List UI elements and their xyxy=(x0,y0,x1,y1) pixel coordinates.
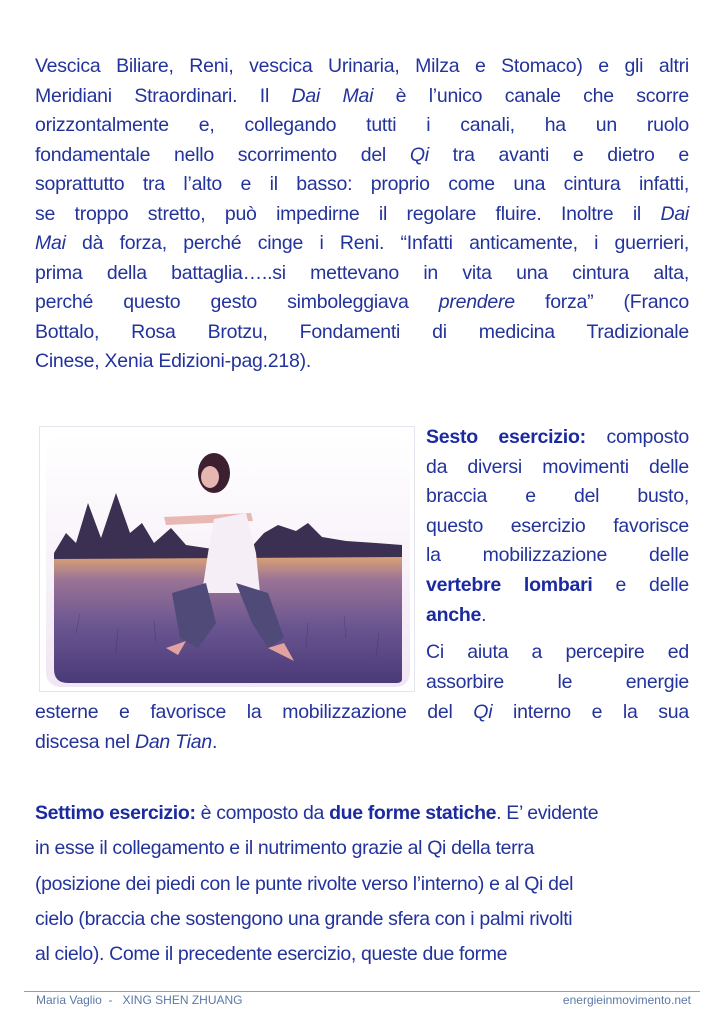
sesto-esercizio-paragraph xyxy=(426,423,689,630)
qigong-woman-photo-image xyxy=(46,433,410,687)
text-line: (posizione dei piedi con le punte rivolte verso l’interno) e al Qi del xyxy=(35,872,574,895)
text-line: Bottalo, Rosa Brotzu, Fondamenti di medicina Tradizionale xyxy=(35,320,689,343)
text-line: braccia e del busto, xyxy=(426,485,689,508)
text-line: Cinese, Xenia Edizioni-pag.218). xyxy=(35,350,312,372)
footer-author-title: Maria Vaglio - XING SHEN ZHUANG xyxy=(36,993,243,1007)
sesto-title: Sesto esercizio: xyxy=(426,426,586,448)
text-line: cielo (braccia che sostengono una grande sfera con i palmi rivolti xyxy=(35,907,573,930)
text-line: Ci aiuta a percepire ed xyxy=(426,641,689,663)
text-line: fondamentale nello scorrimento del Qi tra avanti e dietro e xyxy=(35,143,689,166)
exercise-photo xyxy=(39,426,415,692)
text-line: Sesto esercizio: composto xyxy=(426,426,689,448)
text-line: al cielo). Come il precedente esercizio, queste due forme xyxy=(35,943,508,966)
text-line: orizzontalmente e, collegando tutti i canali, ha un ruolo xyxy=(35,114,689,136)
text-line: se troppo stretto, può impedirne il regolare fluire. Inoltre il Dai xyxy=(35,202,689,225)
footer-divider xyxy=(24,991,700,992)
text-line: anche. xyxy=(426,603,487,626)
text-line: Mai dà forza, perché cinge i Reni. “Infatti anticamente, i guerrieri, xyxy=(35,232,689,254)
text-line: in esse il collegamento e il nutrimento grazie al Qi della terra xyxy=(35,837,534,860)
text-line: questo esercizio favorisce xyxy=(426,514,689,537)
text-line: prima della battaglia…..si mettevano in vita una cintura alta, xyxy=(35,261,689,284)
text-line: Settimo esercizio: è composto da due forme statiche. E’ evidente xyxy=(35,802,599,824)
text-line: assorbire le energie xyxy=(426,670,689,693)
settimo-title: Settimo esercizio: xyxy=(35,802,196,824)
footer-website: energieinmovimento.net xyxy=(562,993,691,1007)
sesto-continuation-full xyxy=(35,698,689,757)
intro-paragraph xyxy=(35,52,689,377)
text-line: Vescica Biliare, Reni, vescica Urinaria, Milza e Stomaco) e gli altri xyxy=(35,55,689,77)
settimo-esercizio-paragraph xyxy=(35,796,689,972)
text-line: discesa nel Dan Tian. xyxy=(35,730,218,753)
text-line: Meridiani Straordinari. Il Dai Mai è l’unico canale che scorre xyxy=(35,84,689,107)
text-line: vertebre lombari e delle xyxy=(426,573,689,596)
text-line: la mobilizzazione delle xyxy=(426,544,689,567)
text-line: soprattutto tra l’alto e il basso: proprio come una cintura infatti, xyxy=(35,173,689,195)
text-line: da diversi movimenti delle xyxy=(426,455,689,478)
text-line: esterne e favorisce la mobilizzazione del Qi interno e la sua xyxy=(35,701,689,723)
sesto-continuation xyxy=(426,638,689,697)
text-line: perché questo gesto simboleggiava prendere forza” (Franco xyxy=(35,291,689,313)
